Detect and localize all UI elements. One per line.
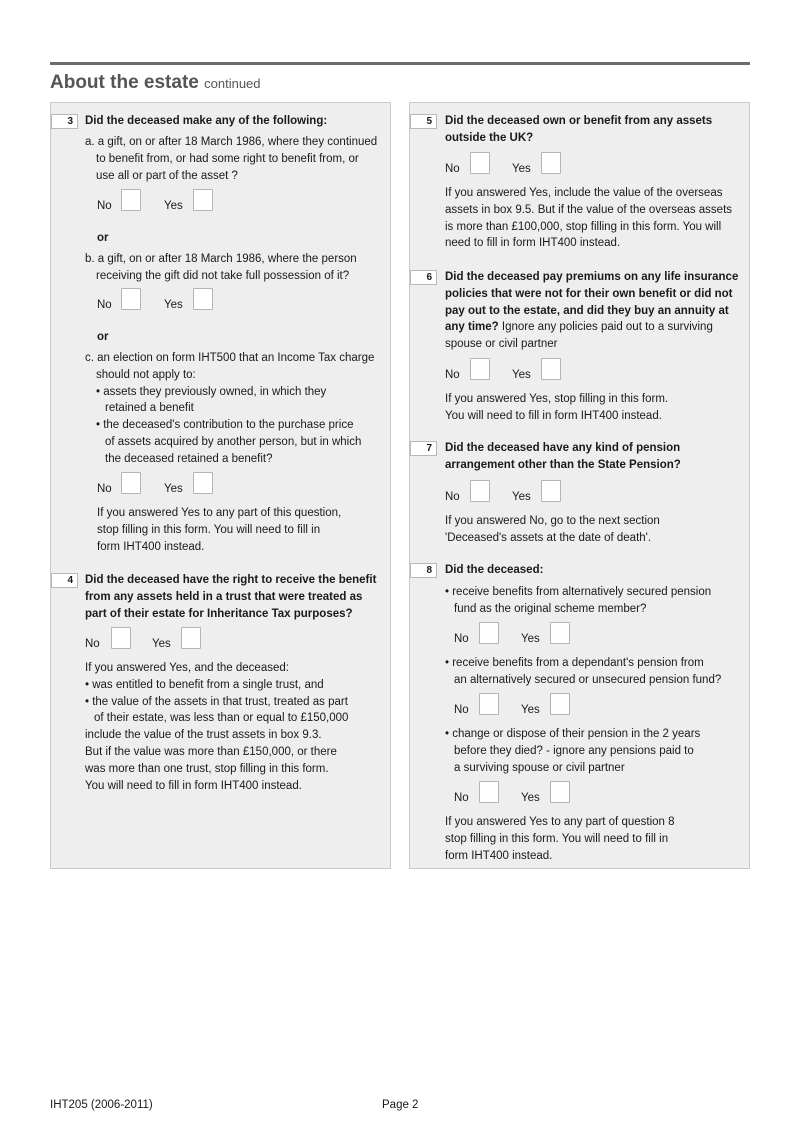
yes-label: Yes: [512, 491, 531, 503]
no-label: No: [97, 483, 112, 495]
top-rule: [50, 62, 750, 65]
question-4-number: 4: [51, 573, 78, 588]
question-6-no-checkbox[interactable]: [470, 358, 490, 380]
question-8-item-3-answer: [454, 781, 584, 807]
question-3c-no-checkbox[interactable]: [121, 472, 141, 494]
question-4-title: Did the deceased have the right to receive the benefit from any assets held in a trust that were treated as part of their estate for Inheritance Tax purposes?: [85, 574, 377, 620]
question-3-note: If you answered Yes to any part of this question, stop filling in this form. You will need to fill in form IHT400 instead.: [97, 507, 342, 553]
question-6-yes-checkbox[interactable]: [541, 358, 561, 380]
or-separator: or: [97, 331, 109, 343]
yes-label: Yes: [164, 299, 183, 311]
yes-label: Yes: [521, 792, 540, 804]
question-8-item-2-no-checkbox[interactable]: [479, 693, 499, 715]
question-3a-no-checkbox[interactable]: [121, 189, 141, 211]
question-6-note: If you answered Yes, stop filling in this form. You will need to fill in form IHT400 instead.: [445, 393, 669, 422]
yes-label: Yes: [521, 704, 540, 716]
question-8-number: 8: [410, 563, 437, 578]
section-title: About the estate: [50, 72, 199, 93]
yes-label: Yes: [164, 200, 183, 212]
yes-label: Yes: [512, 163, 531, 175]
yes-label: Yes: [164, 483, 183, 495]
question-4-note: If you answered Yes, and the deceased: • was entitled to benefit from a single trust, and • the value of the assets in that trust, treated as part of their estate, was less than or equal to £150,000 include the value of the trust assets in box 9.3. But if the value was more than £150,000, or there was more than one trust, stop filling in this form. You will need to fill in form IHT400 instead.: [85, 662, 349, 792]
left-panel: [50, 102, 391, 869]
question-8-item-1-answer: [454, 622, 584, 648]
question-3a-text: a. a gift, on or after 18 March 1986, where they continued to benefit from, or had some right to benefit from, or use all or part of the asset ?: [85, 136, 378, 182]
question-8-item-3-yes-checkbox[interactable]: [550, 781, 570, 803]
question-3a-yes-checkbox[interactable]: [193, 189, 213, 211]
question-4-yes-checkbox[interactable]: [181, 627, 201, 649]
question-7-yes-checkbox[interactable]: [541, 480, 561, 502]
question-5-no-checkbox[interactable]: [470, 152, 490, 174]
question-5-yes-checkbox[interactable]: [541, 152, 561, 174]
question-6-title: Did the deceased pay premiums on any life insurance policies that were not for their own benefit or did not pay out to the estate, and did they buy an annuity at any time? Ignore any policies paid out to a surviving spouse or civil partner: [445, 271, 739, 351]
no-label: No: [97, 200, 112, 212]
question-7-number: 7: [410, 441, 437, 456]
question-8-item-2-answer: [454, 693, 584, 719]
no-label: No: [454, 633, 469, 645]
no-label: No: [85, 638, 100, 650]
no-label: No: [445, 369, 460, 381]
question-7-answer: [445, 480, 575, 506]
question-3b-answer: [97, 288, 227, 314]
question-8-item-1-yes-checkbox[interactable]: [550, 622, 570, 644]
no-label: No: [445, 491, 460, 503]
question-8-title: Did the deceased:: [445, 564, 544, 576]
question-8-item-3: • change or dispose of their pension in the 2 years before they died? - ignore any pensions paid to a surviving spouse or civil partner: [445, 728, 701, 774]
question-5-answer: [445, 152, 575, 178]
page-number: Page 2: [382, 1099, 419, 1111]
question-5-note: If you answered Yes, include the value of the overseas assets in box 9.5. But if the value of the overseas assets is more than £100,000, stop filling in this form. You will need to fill in form IHT400 instead.: [445, 187, 733, 250]
question-8-item-2: • receive benefits from a dependant's pension from an alternatively secured or unsecured pension fund?: [445, 657, 722, 686]
question-3-title: Did the deceased make any of the following:: [85, 115, 328, 127]
form-code: IHT205 (2006-2011): [50, 1099, 153, 1111]
question-5-title: Did the deceased own or benefit from any assets outside the UK?: [445, 115, 713, 144]
question-3a-answer: [97, 189, 227, 215]
no-label: No: [454, 792, 469, 804]
question-8-note: If you answered Yes to any part of question 8 stop filling in this form. You will need to fill in form IHT400 instead.: [445, 816, 675, 862]
or-separator: or: [97, 232, 109, 244]
right-panel: [409, 102, 750, 869]
question-8-item-1: • receive benefits from alternatively secured pension fund as the original scheme member?: [445, 586, 712, 615]
question-3c-answer: [97, 472, 227, 498]
question-3-number: 3: [51, 114, 78, 129]
question-3c-text: c. an election on form IHT500 that an Income Tax charge should not apply to: • assets they previously owned, in which they retained a benefit • the deceased's contribution to the purchase price of assets acquired by another person, but in which the deceased retained a benefit?: [85, 352, 375, 465]
no-label: No: [97, 299, 112, 311]
question-3b-no-checkbox[interactable]: [121, 288, 141, 310]
question-5-number: 5: [410, 114, 437, 129]
continued-label: continued: [204, 76, 261, 91]
yes-label: Yes: [512, 369, 531, 381]
question-4-no-checkbox[interactable]: [111, 627, 131, 649]
no-label: No: [445, 163, 460, 175]
question-6-number: 6: [410, 270, 437, 285]
question-8-item-2-yes-checkbox[interactable]: [550, 693, 570, 715]
question-8-item-3-no-checkbox[interactable]: [479, 781, 499, 803]
question-4-answer: [85, 627, 215, 653]
yes-label: Yes: [152, 638, 171, 650]
question-3b-yes-checkbox[interactable]: [193, 288, 213, 310]
no-label: No: [454, 704, 469, 716]
question-6-answer: [445, 358, 575, 384]
question-7-no-checkbox[interactable]: [470, 480, 490, 502]
question-3c-yes-checkbox[interactable]: [193, 472, 213, 494]
question-7-title: Did the deceased have any kind of pension arrangement other than the State Pension?: [445, 442, 681, 471]
question-7-note: If you answered No, go to the next section 'Deceased's assets at the date of death'.: [445, 515, 660, 544]
question-8-item-1-no-checkbox[interactable]: [479, 622, 499, 644]
question-3b-text: b. a gift, on or after 18 March 1986, where the person receiving the gift did not take full possession of it?: [85, 253, 357, 282]
yes-label: Yes: [521, 633, 540, 645]
page-title: [50, 71, 261, 96]
